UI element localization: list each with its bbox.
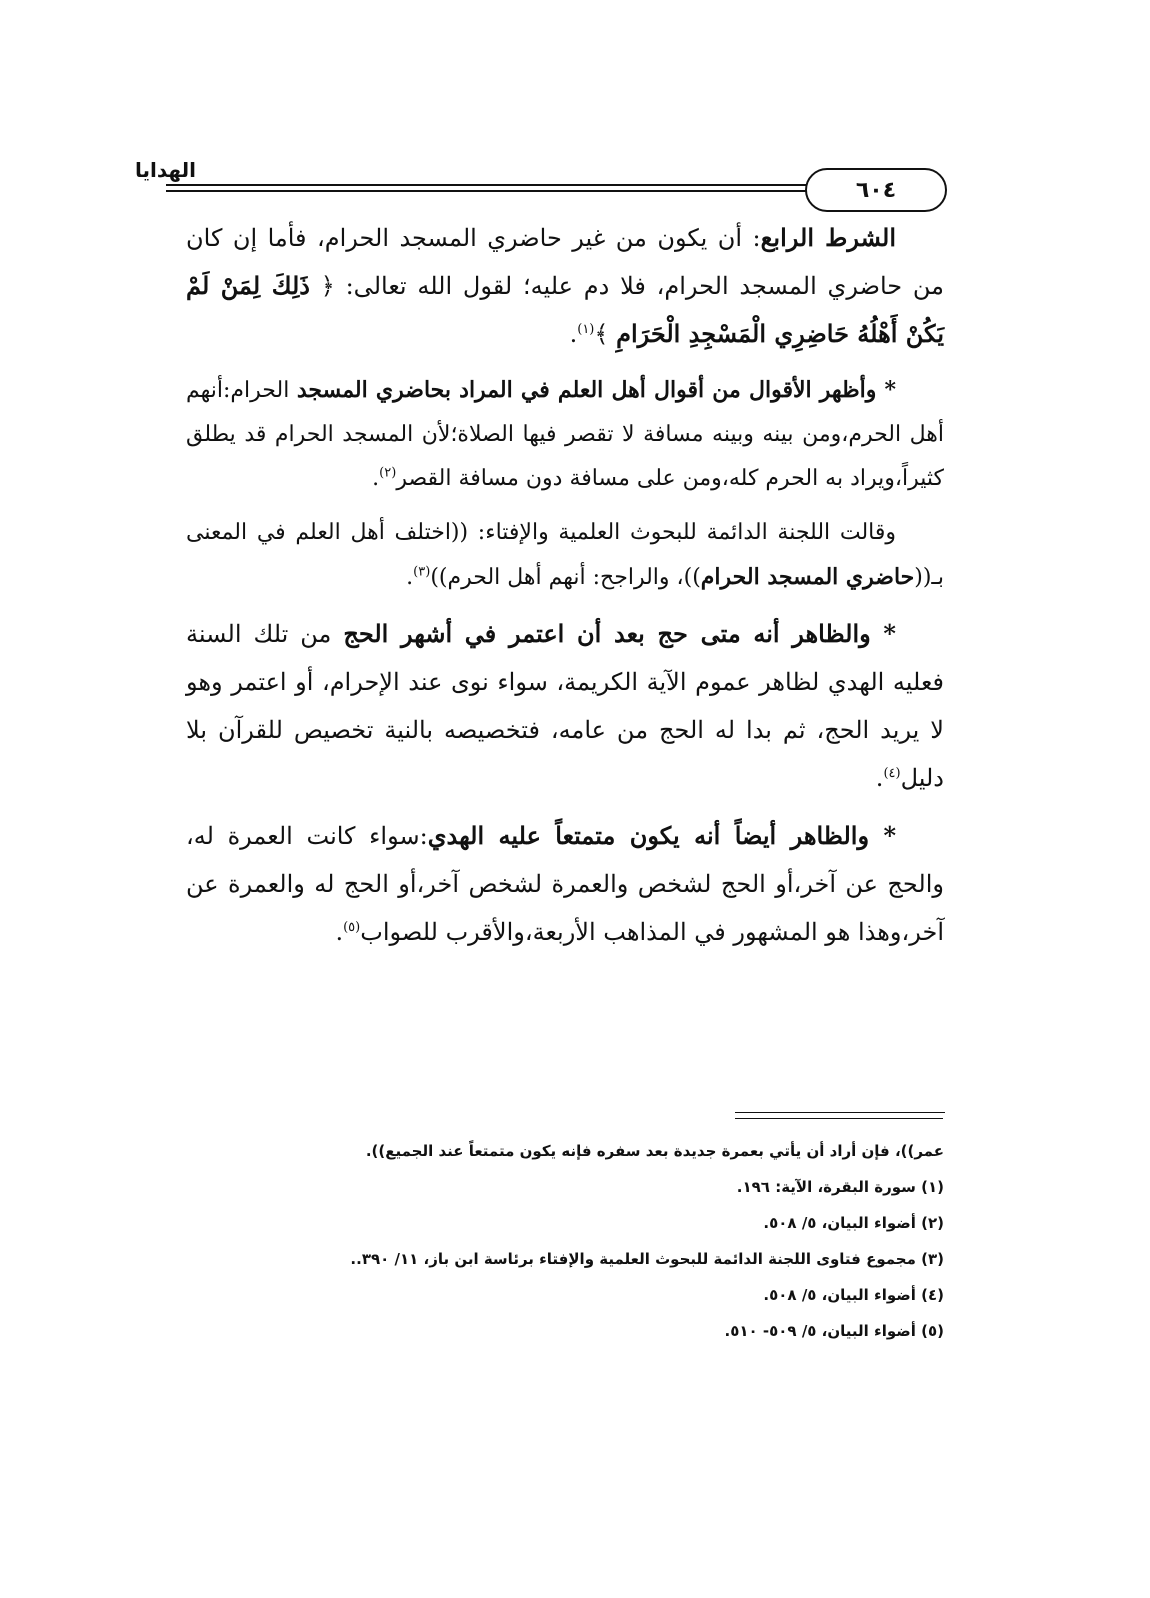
verse-close: ﴾	[594, 320, 617, 348]
paragraph-tamattu-on-behalf	[186, 812, 944, 956]
header-rule-bottom	[166, 190, 806, 192]
paragraph-text: ))، والراجح: أنهم أهل الحرم))	[430, 565, 701, 590]
footnote-ref[interactable]: (٢)	[379, 465, 397, 481]
footnote-item: (٥) أضواء البيان، ٥/ ٥٠٩- ٥١٠.	[724, 1322, 944, 1340]
footnote-separator	[735, 1112, 945, 1113]
sentence-end: .	[406, 565, 414, 590]
paragraph-lead: * والظاهر أيضاً أنه يكون متمتعاً عليه الهدي	[427, 821, 897, 850]
quran-verse: ذَلِكَ لِمَنْ لَمْ يَكُنْ أَهْلُهُ حَاضِرِي الْمَسْجِدِ الْحَرَامِ	[186, 271, 944, 348]
paragraph-hajj-after-umrah	[186, 610, 944, 802]
footnote-item: (٣) مجموع فتاوى اللجنة الدائمة للبحوث العلمية والإفتاء برئاسة ابن باز، ١١/ ٣٩٠..	[350, 1250, 944, 1268]
sentence-end: .	[569, 320, 578, 348]
body-text	[186, 214, 944, 966]
sentence-end: .	[335, 918, 344, 946]
page-number	[805, 168, 947, 212]
footnote-separator	[735, 1118, 943, 1119]
footnote-ref[interactable]: (٤)	[883, 766, 901, 781]
paragraph-lead: * والظاهر أنه متى حج بعد أن اعتمر في أشهر الحج	[343, 619, 896, 648]
footnote-item: (٤) أضواء البيان، ٥/ ٥٠٨.	[763, 1286, 944, 1304]
paragraph-text: :سواء كانت العمرة له، والحج عن آخر،أو الحج لشخص والعمرة لشخص آخر،أو الحج له والعمرة عن آخر،وهذا هو المشهور في المذاهب الأربعة،والأقرب للصواب	[186, 822, 944, 946]
paragraph-text: : أن يكون من غير حاضري المسجد الحرام، فأما إن كان من حاضري المسجد الحرام، فلا دم عليه؛ لقول الله تعالى: ﴿	[186, 224, 944, 300]
condition-label: الشرط الرابع	[760, 223, 897, 252]
footnote-ref[interactable]: (١)	[577, 322, 595, 337]
footnote-ref[interactable]: (٥)	[343, 920, 361, 935]
running-title: الهدايا	[135, 158, 196, 182]
paragraph-haram-residents	[186, 368, 944, 501]
bold-term: حاضري المسجد الحرام	[700, 564, 915, 590]
footnote-ref[interactable]: (٣)	[413, 564, 431, 580]
page-number-text: ٦٠٤	[855, 177, 897, 203]
paragraph-text: الحرام:أنهم أهل الحرم،ومن بينه وبينه مسافة لا تقصر فيها الصلاة؛لأن المسجد الحرام قد يطلق كثيراً،ويراد به الحرم كله،ومن على مسافة دون مسافة القصر	[186, 378, 944, 491]
footnote-item: (٢) أضواء البيان، ٥/ ٥٠٨.	[763, 1214, 944, 1232]
paragraph-committee-fatwa	[186, 511, 944, 600]
paragraph-lead: * وأظهر الأقوال من أقوال أهل العلم في المراد بحاضري المسجد	[296, 377, 896, 403]
footnotes	[186, 1138, 944, 1354]
sentence-end: .	[875, 764, 884, 792]
sentence-end: .	[372, 466, 380, 491]
footnote-continuation: عمر))، فإن أراد أن يأتي بعمرة جديدة بعد سفره فإنه يكون متمتعاً عند الجميع)).	[365, 1142, 944, 1160]
paragraph-text: من تلك السنة فعليه الهدي لظاهر عموم الآية الكريمة، سواء نوى عند الإحرام، أو اعتمر وهو لا يريد الحج، ثم بدا له الحج من عامه، فتخصيصه بالنية تخصيص للقرآن بلا دليل	[186, 620, 944, 792]
paragraph-condition-four	[186, 214, 944, 358]
header-rule-top	[166, 184, 806, 186]
paragraph-text: وقالت اللجنة الدائمة للبحوث العلمية والإفتاء: ((اختلف أهل العلم في المعنى بـ((	[186, 520, 944, 590]
footnote-item: (١) سورة البقرة، الآية: ١٩٦.	[736, 1178, 944, 1196]
